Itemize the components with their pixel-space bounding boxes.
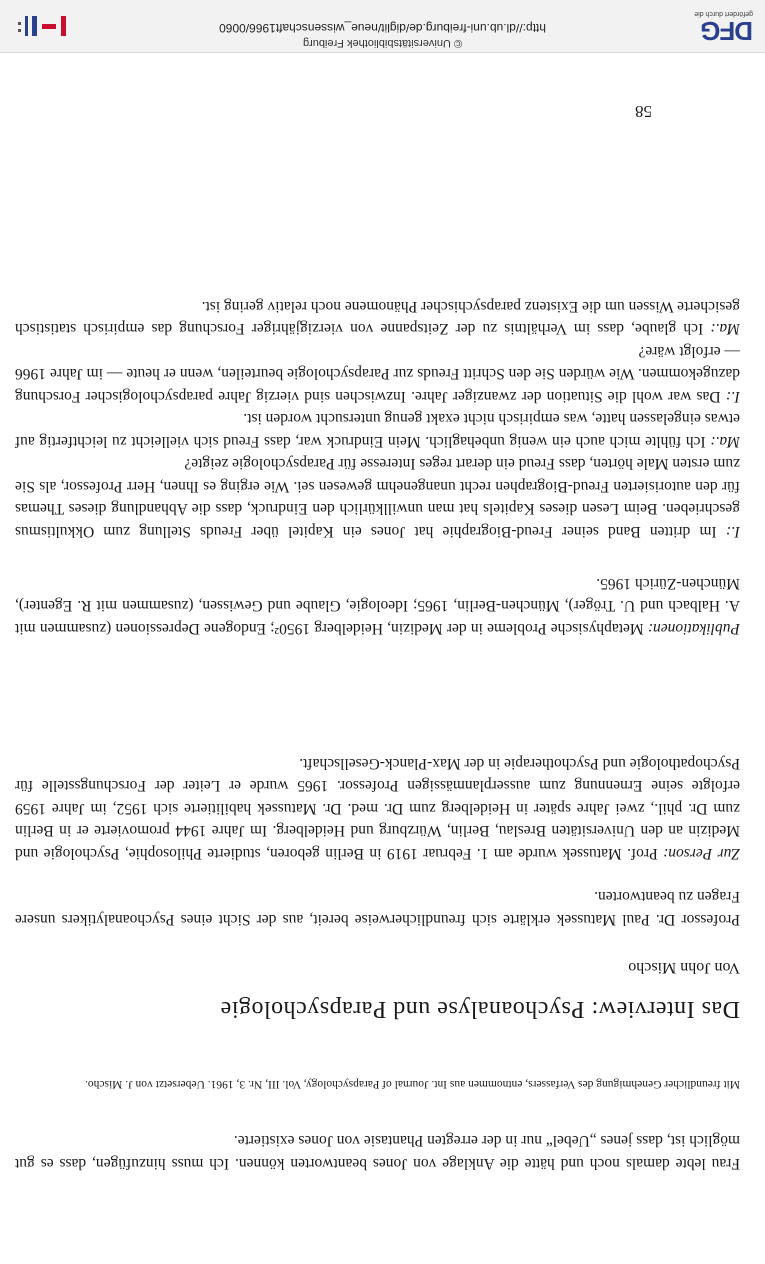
ub-freiburg-logo-icon: [12, 10, 72, 42]
person-section: [15, 752, 740, 865]
turn-text: Ich glaube, dass im Verhältnis zu der Zeitspanne von vierzigjähriger Forschung das empirisch statistisch gesicherte Wissen um die Existenz parapsychischer Phänomene noch relativ gering ist.: [14, 298, 740, 338]
article-title: Das Interview: Psychoanalyse und Parapsychologie: [220, 996, 740, 1022]
footer-band: [0, 0, 765, 53]
intro-text: Professor Dr. Paul Matussek erklärte sich freundlicherweise bereit, aus der Sicht eines Psychoanalytikers unsere Fragen zu beantworten.: [15, 888, 740, 928]
article-author: Von John Mischo: [628, 959, 740, 976]
interview-turn: [15, 295, 740, 340]
publications-text: Metaphysische Probleme in der Medizin, Heidelberg 1950²; Endogene Depressionen (zusammen mit A. Halbach und U. Tröger), München-Berlin, 1965; Ideologie, Glaube und Gewissen, (zusammen mit R. Egenter), München-Zürich 1965.: [14, 575, 740, 637]
publications-section: [15, 572, 740, 640]
footer-copyright: © Universitätsbibliothek Freiburg: [302, 37, 463, 49]
footer-url-link[interactable]: http://dl.ub.uni-freiburg.de/diglit/neue_wissenschaft1966/0060: [219, 21, 546, 35]
speaker-label: Ma.:: [710, 320, 740, 338]
intro-paragraph: [15, 885, 740, 930]
speaker-label: I.:: [725, 523, 740, 540]
footnote: Mit freundlicher Genehmigung des Verfassers, entnommen aus Int. Journal of Parapsychology, Vol. III, Nr. 3, 1961. Uebersetzt von J. Mischo.: [85, 1078, 740, 1090]
interview-turn: [15, 407, 740, 452]
speaker-label: Ma.:: [710, 433, 740, 450]
dfg-logo-text: DFG: [701, 16, 753, 46]
page-number: 58: [635, 102, 652, 121]
interview-section: [15, 295, 740, 543]
publications-label: Publikationen:: [647, 620, 740, 637]
dfg-logo-subtext: gefördert durch die: [694, 10, 753, 17]
speaker-label: I.:: [725, 388, 740, 405]
turn-text: Im dritten Band seiner Freud-Biographie hat Jones ein Kapitel über Freuds Stellung zum Okkultismus geschrieben. Beim Lesen dieses Kapitels hat man unwillkürlich den Eindruck, dass die Abhandlung dieses Themas für den autorisierten Freud-Biographen recht unangenehm gewesen sei. Wie erging es Ihnen, Herr Professor, als Sie zum ersten Male hörten, dass Freud ein derart reges Interesse für Parapsychologie zeigte?: [15, 455, 740, 540]
interview-turn: [15, 340, 740, 408]
turn-text: Ich fühlte mich auch ein wenig unbehaglich. Mein Eindruck war, dass Freud sich vielleicht zu leichtfertig auf etwas eingelassen hatte, was empirisch nicht exakt genug untersucht worden ist.: [14, 410, 740, 450]
person-text: Prof. Matussek wurde am 1. Februar 1919 in Berlin geboren, studierte Philosophie, Psychologie und Medizin an den Universitäten Breslau, Berlin, Würzburg und Heidelberg. Im Jahre 1944 promovierte er in Berlin zum Dr. phil., zwei Jahre später in Heidelberg zum Dr. med. Dr. Matussek habilitierte sich 1952, im Jahre 1959 erfolgte seine Ernennung zum ausserplanmässigen Professor. 1965 wurde er Leiter der Forschungsstelle für Psychopathologie und Psychotherapie in der Max-Planck-Gesellschaft.: [14, 755, 740, 862]
top-paragraph-text: Frau lebte damals noch und hätte die Anklage von Jones beantworten können. Ich muss hinzufügen, dass es gut möglich ist, dass jenes „Uebel“ nur in der erregten Phantasie von Jones existierte.: [15, 1132, 740, 1172]
top-paragraph: [15, 1129, 740, 1174]
interview-turn: [15, 452, 740, 542]
person-label: Zur Person:: [663, 845, 740, 862]
turn-text: Das war wohl die Situation der zwanziger Jahre. Inzwischen sind vierzig Jahre parapsychologischer Forschung dazugekommen. Wie würden Sie den Schritt Freuds zur Parapsychologie beurteilen, wenn er heute — im Jahre 1966 — erfolgt wäre?: [15, 343, 740, 405]
